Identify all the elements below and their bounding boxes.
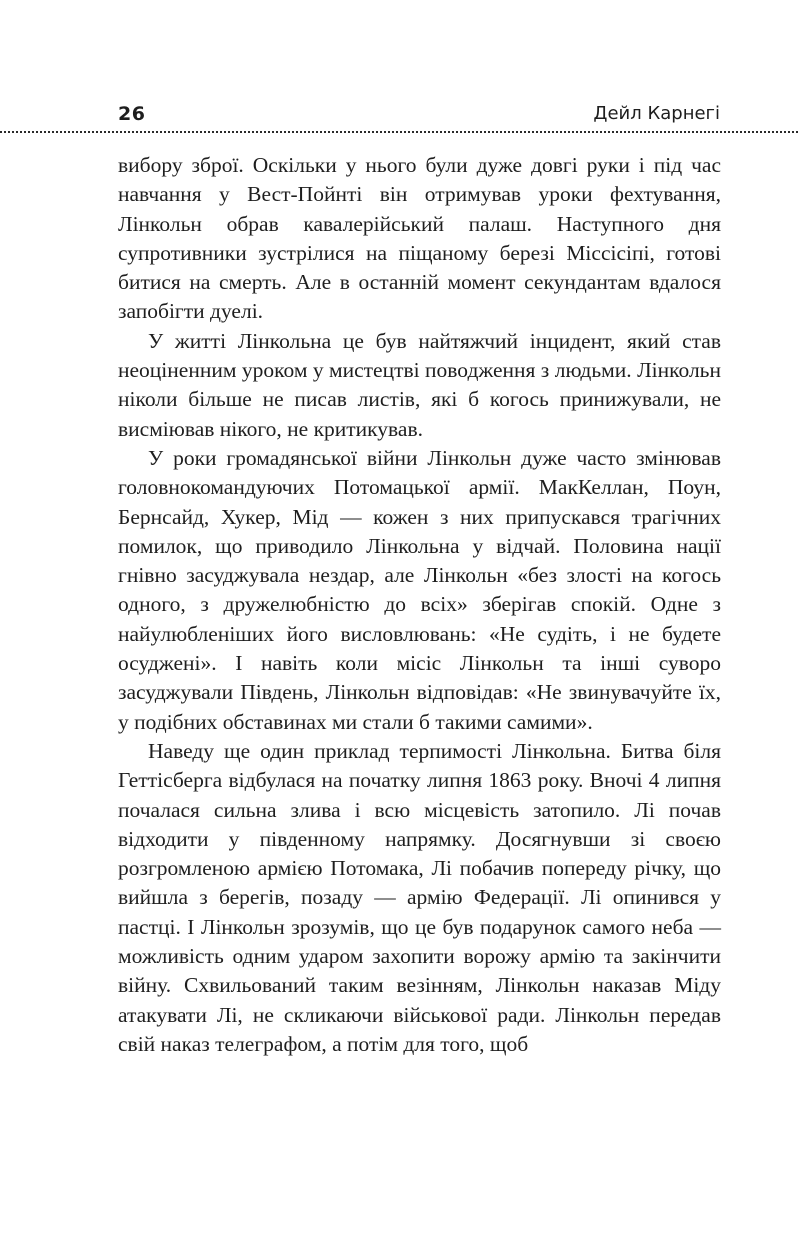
page-number: 26 [118, 103, 146, 125]
running-head-author: Дейл Карнегі [593, 103, 720, 124]
paragraph: У роки громадянської війни Лінкольн дуже часто змінював головнокомандуючих Потомацької армії. МакКеллан, Поун, Бернсайд, Хукер, Мід — кожен з них припускався трагічних помилок, що приводило Лінкольна у відчай. Половина нації гнівно засуджувала нездар, але Лінкольн «без злості на когось одного, з дружелюбністю до всіх» зберігав спокій. Одне з найулюбленіших його висловлювань: «Не судіть, і не будете осуджені». І навіть коли місіс Лінкольн та інші суворо засуджували Південь, Лінкольн відповідав: «Не звинувачуйте їх, у подібних обставинах ми стали б такими самими». [118, 445, 721, 734]
paragraph-continuation: вибору зброї. Оскільки у нього були дуже довгі руки і під час навчання у Вест-Пойнті він отримував уроки фехтування, Лінкольн обрав кавалерійський палаш. Наступного дня супротивники зустрілися на піщаному березі Міссісіпі, готові битися на смерть. Але в останній момент секундантам вдалося запобігти дуелі. [118, 153, 721, 324]
page-header [0, 96, 798, 136]
dotted-header-rule [0, 131, 798, 133]
paragraph: Наведу ще один приклад терпимості Лінкольна. Битва біля Геттісберга відбулася на початку липня 1863 року. Вночі 4 липня почалася сильна злива і всю місцевість затопило. Лі почав відходити у південному напрямку. Досягнувши зі своєю розгромленою армією Потомака, Лі побачив попереду річку, що вийшла з берегів, позаду — армію Федерації. Лі опинився у пастці. І Лінкольн зрозумів, що це був подарунок самого неба — можливість одним ударом захопити ворожу армію та закінчити війну. Схвильований таким везінням, Лінкольн наказав Міду атакувати Лі, не скликаючи військової ради. Лінкольн передав свій наказ телеграфом, а потім для того, щоб [118, 738, 721, 1056]
paragraph: У житті Лінкольна це був найтяжчий інцидент, який став неоціненним уроком у мистецтві поводження з людьми. Лінкольн ніколи більше не писав листів, які б когось принижували, не висміював нікого, не критикував. [118, 328, 721, 441]
body-text [118, 151, 721, 1059]
